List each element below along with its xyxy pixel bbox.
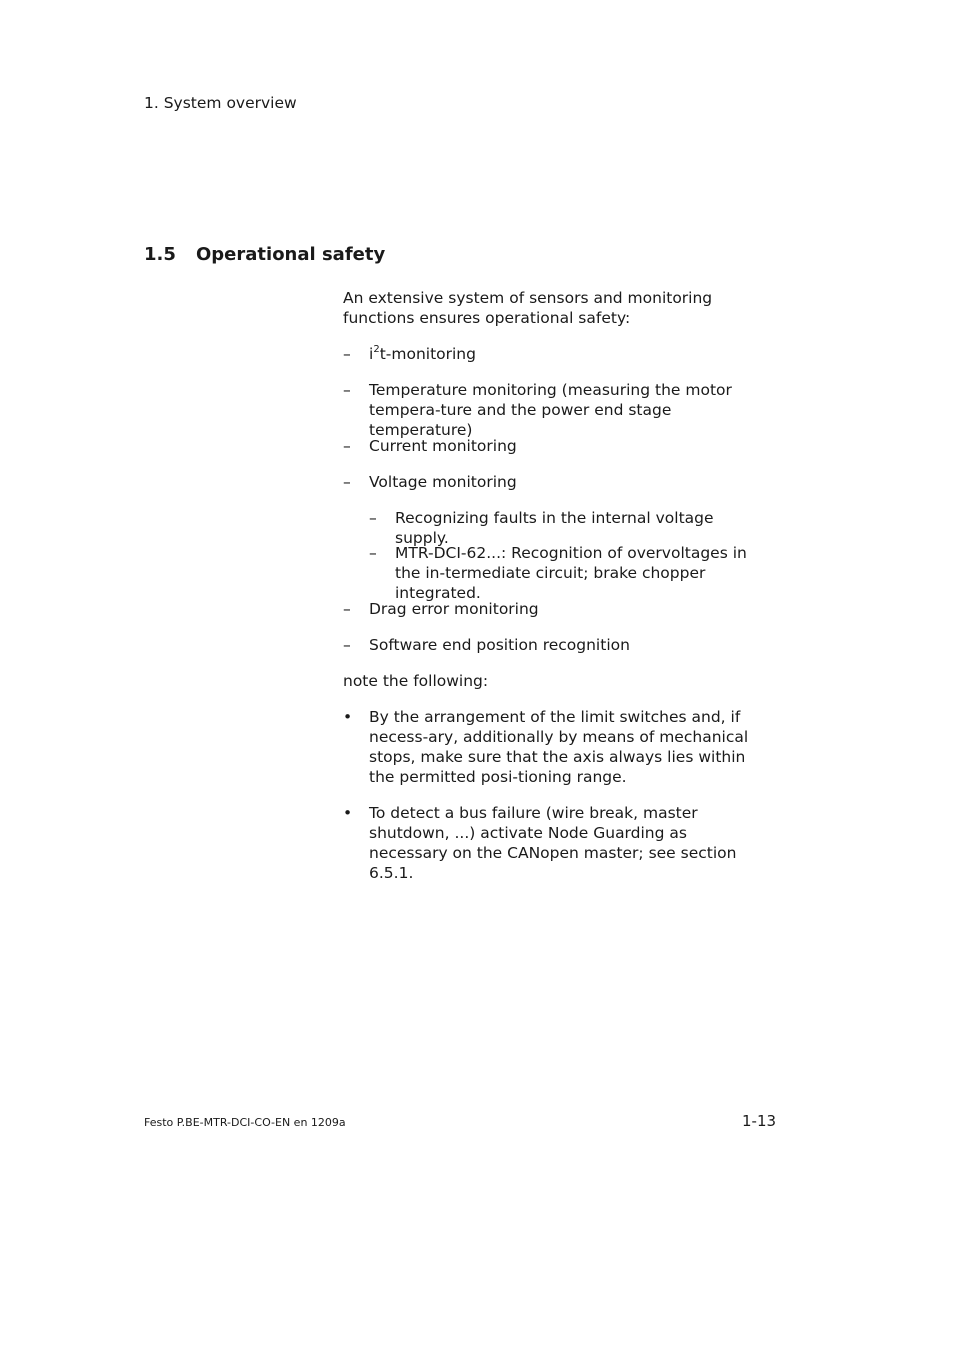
list-item-software-end: Software end position recognition: [369, 636, 630, 654]
running-header: 1. System overview: [144, 94, 297, 112]
footer-doc-id: Festo P.BE-MTR-DCI-CO-EN en 1209a: [144, 1116, 346, 1129]
list-item-drag-error: Drag error monitoring: [369, 600, 539, 618]
section-number: 1.5: [144, 244, 176, 265]
dash-marker: –: [343, 636, 351, 654]
page-number: 1-13: [742, 1112, 777, 1130]
list-subitem: MTR-DCI-62...: Recognition of overvoltages in the in-termediate circuit; brake chopper integrated.: [395, 544, 747, 602]
bullet-marker: •: [343, 804, 353, 822]
list-item-current: Current monitoring: [369, 437, 517, 455]
note-item: By the arrangement of the limit switches and, if necess-ary, additionally by means of mechanical stops, make sure that the axis always lies within the permitted posi-tioning range.: [369, 708, 749, 786]
note-intro: note the following:: [343, 672, 489, 690]
dash-marker: –: [343, 381, 351, 399]
dash-marker: –: [343, 437, 351, 455]
dash-marker: –: [343, 345, 351, 363]
list-item-temperature: Temperature monitoring (measuring the motor tempera-ture and the power end stage temperature): [369, 381, 732, 439]
intro-paragraph: An extensive system of sensors and monitoring functions ensures operational safety:: [343, 289, 713, 327]
i2t-superscript: 2: [373, 343, 380, 355]
note-item: To detect a bus failure (wire break, master shutdown, ...) activate Node Guarding as necessary on the CANopen master; see section 6.5.1.: [369, 804, 737, 882]
i2t-prefix: i: [369, 345, 374, 363]
bullet-marker: •: [343, 708, 353, 726]
list-subitem: Recognizing faults in the internal voltage supply.: [395, 509, 714, 547]
section-title: Operational safety: [196, 244, 386, 265]
dash-marker: –: [369, 509, 377, 527]
list-item-i2t: [369, 344, 769, 364]
dash-marker: –: [343, 473, 351, 491]
list-item-voltage: Voltage monitoring: [369, 473, 517, 491]
dash-marker: –: [369, 544, 377, 562]
dash-marker: –: [343, 600, 351, 618]
i2t-suffix: t-monitoring: [379, 345, 476, 363]
